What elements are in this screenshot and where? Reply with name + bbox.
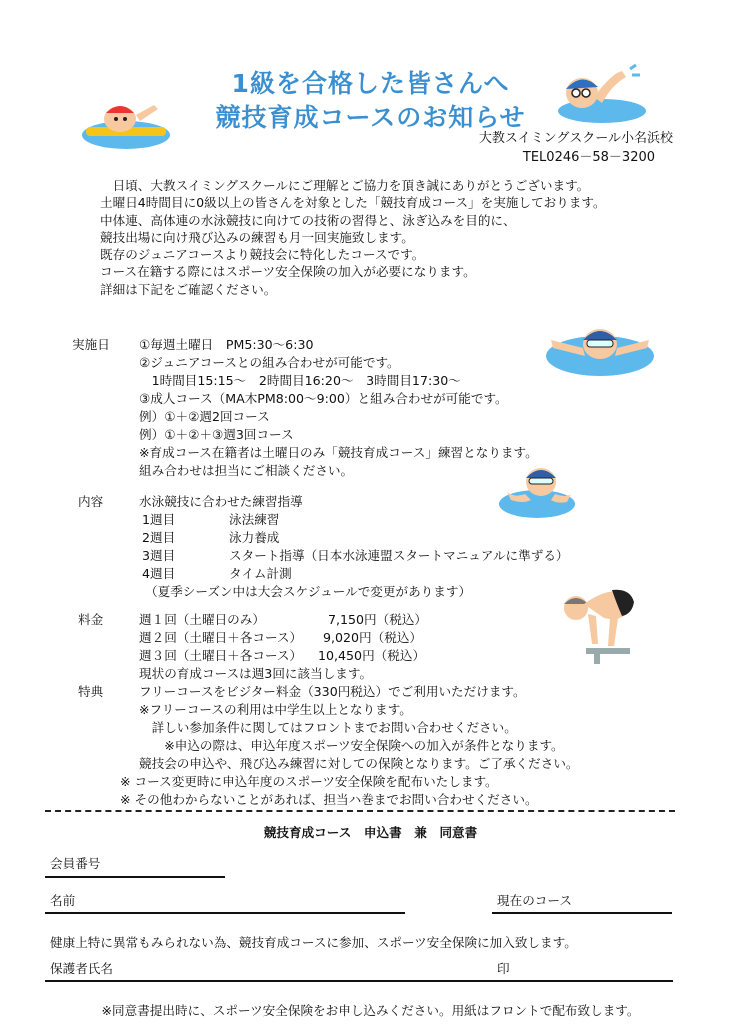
week-label: 4週目 <box>142 566 176 581</box>
school-info <box>479 129 673 167</box>
member-number-label: 会員番号 <box>50 856 101 871</box>
schedule-line: 組み合わせは担当にご相談ください。 <box>139 463 354 478</box>
consent-statement: 健康上特に異常もみられない為、競技育成コースに参加、スポーツ安全保険に加入致します。 <box>50 935 577 950</box>
schedule-line: ③成人コース（MA木PM8:00～9:00）と組み合わせが可能です。 <box>139 391 508 406</box>
benefit-line: ※申込の際は、申込年度スポーツ安全保険への加入が条件となります。 <box>139 738 564 753</box>
swimmer-butterfly-icon <box>543 316 658 378</box>
cut-line-divider <box>45 810 675 812</box>
fee-plan: 週３回（土曜日＋各コース） <box>139 648 303 663</box>
benefit-line: 詳しい参加条件に関してはフロントまでお問い合わせください。 <box>139 720 517 735</box>
intro-paragraph <box>100 177 660 298</box>
benefit-line: フリーコースをビジター料金（330円税込）でご利用いただけます。 <box>139 684 526 699</box>
content-intro: 水泳競技に合わせた練習指導 <box>139 494 303 509</box>
title-line-2: 競技育成コースのお知らせ <box>215 103 526 132</box>
schedule-line: ①毎週土曜日 PM5:30～6:30 <box>139 337 314 352</box>
swimmer-dive-start-icon <box>560 578 638 664</box>
fee-price: 10,450円（税込） <box>318 648 426 663</box>
name-field[interactable] <box>45 912 405 914</box>
schedule-label: 実施日 <box>72 337 110 352</box>
note-line: ※ コース変更時に申込年度のスポーツ安全保険を配布いたします。 <box>120 774 498 789</box>
benefit-line: ※フリーコースの利用は中学生以上となります。 <box>139 702 412 717</box>
intro-line: 詳細は下記をご確認ください。 <box>100 281 277 297</box>
guardian-name-label: 保護者氏名 <box>50 961 113 976</box>
guardian-name-field[interactable] <box>45 980 673 982</box>
title-line-1: 1級を合格した皆さんへ <box>231 69 510 98</box>
seal-label: 印 <box>497 961 510 976</box>
content-label: 内容 <box>78 494 104 509</box>
current-course-label: 現在のコース <box>497 893 572 908</box>
school-name: 大教スイミングスクール小名浜校 <box>478 131 673 146</box>
current-course-field[interactable] <box>492 912 672 914</box>
footer-note: ※同意書提出時に、スポーツ安全保険をお申し込みください。用紙はフロントで配布致します。 <box>101 1003 640 1018</box>
schedule-line: 例）①＋②＋③週3回コース <box>139 427 294 442</box>
week-desc: タイム計測 <box>229 566 292 581</box>
schedule-line: ②ジュニアコースとの組み合わせが可能です。 <box>139 355 400 370</box>
week-label: 2週目 <box>142 530 176 545</box>
fees-label: 料金 <box>78 612 104 627</box>
schedule-line: ※育成コース在籍者は土曜日のみ「競技育成コース」練習となります。 <box>139 445 538 460</box>
week-label: 3週目 <box>142 548 176 563</box>
week-desc: スタート指導（日本水泳連盟スタートマニュアルに準ずる） <box>229 548 569 563</box>
intro-line: 既存のジュニアコースより競技会に特化したコースです。 <box>100 247 425 263</box>
week-desc: 泳力養成 <box>229 530 280 545</box>
week-label: 1週目 <box>142 512 176 527</box>
name-label: 名前 <box>50 893 76 908</box>
benefits-label: 特典 <box>78 684 104 699</box>
benefit-line: 競技会の申込や、飛び込み練習に対しての保険となります。ご了承ください。 <box>139 756 579 771</box>
fee-price: 7,150円（税込） <box>328 612 428 627</box>
swimmer-breaststroke-icon <box>497 460 577 522</box>
fee-plan: 週１回（土曜日のみ） <box>139 612 265 627</box>
intro-line: コース在籍する際にはスポーツ安全保険の加入が必要になります。 <box>100 264 476 280</box>
form-title: 競技育成コース 申込書 兼 同意書 <box>263 825 478 840</box>
intro-line: 中体連、高体連の水泳競技に向けての技術の習得と、泳ぎ込みを目的に、 <box>100 212 516 228</box>
member-number-field[interactable] <box>45 876 225 878</box>
content-note: （夏季シーズン中は大会スケジュールで変更があります） <box>145 584 472 599</box>
intro-line: 競技出場に向け飛び込みの練習も月一回実施致します。 <box>100 229 414 245</box>
fee-plan: 週２回（土曜日＋各コース） <box>139 630 303 645</box>
intro-line: 土曜日4時間目に0級以上の皆さんを対象とした「競技育成コース」を実施しております。 <box>100 195 606 211</box>
note-line: ※ その他わからないことがあれば、担当ハ巻までお問い合わせください。 <box>120 792 538 807</box>
school-tel: TEL0246－58－3200 <box>522 150 656 165</box>
fees-note: 現状の育成コースは週3回に該当します。 <box>139 666 373 681</box>
schedule-line: 1時間目15:15～ 2時間目16:20～ 3時間目17:30～ <box>139 373 461 388</box>
schedule-line: 例）①＋②週2回コース <box>139 409 270 424</box>
fee-price: 9,020円（税込） <box>323 630 423 645</box>
week-desc: 泳法練習 <box>229 512 280 527</box>
intro-line: 日頃、大教スイミングスクールにご理解とご協力を頂き誠にありがとうございます。 <box>100 178 590 193</box>
